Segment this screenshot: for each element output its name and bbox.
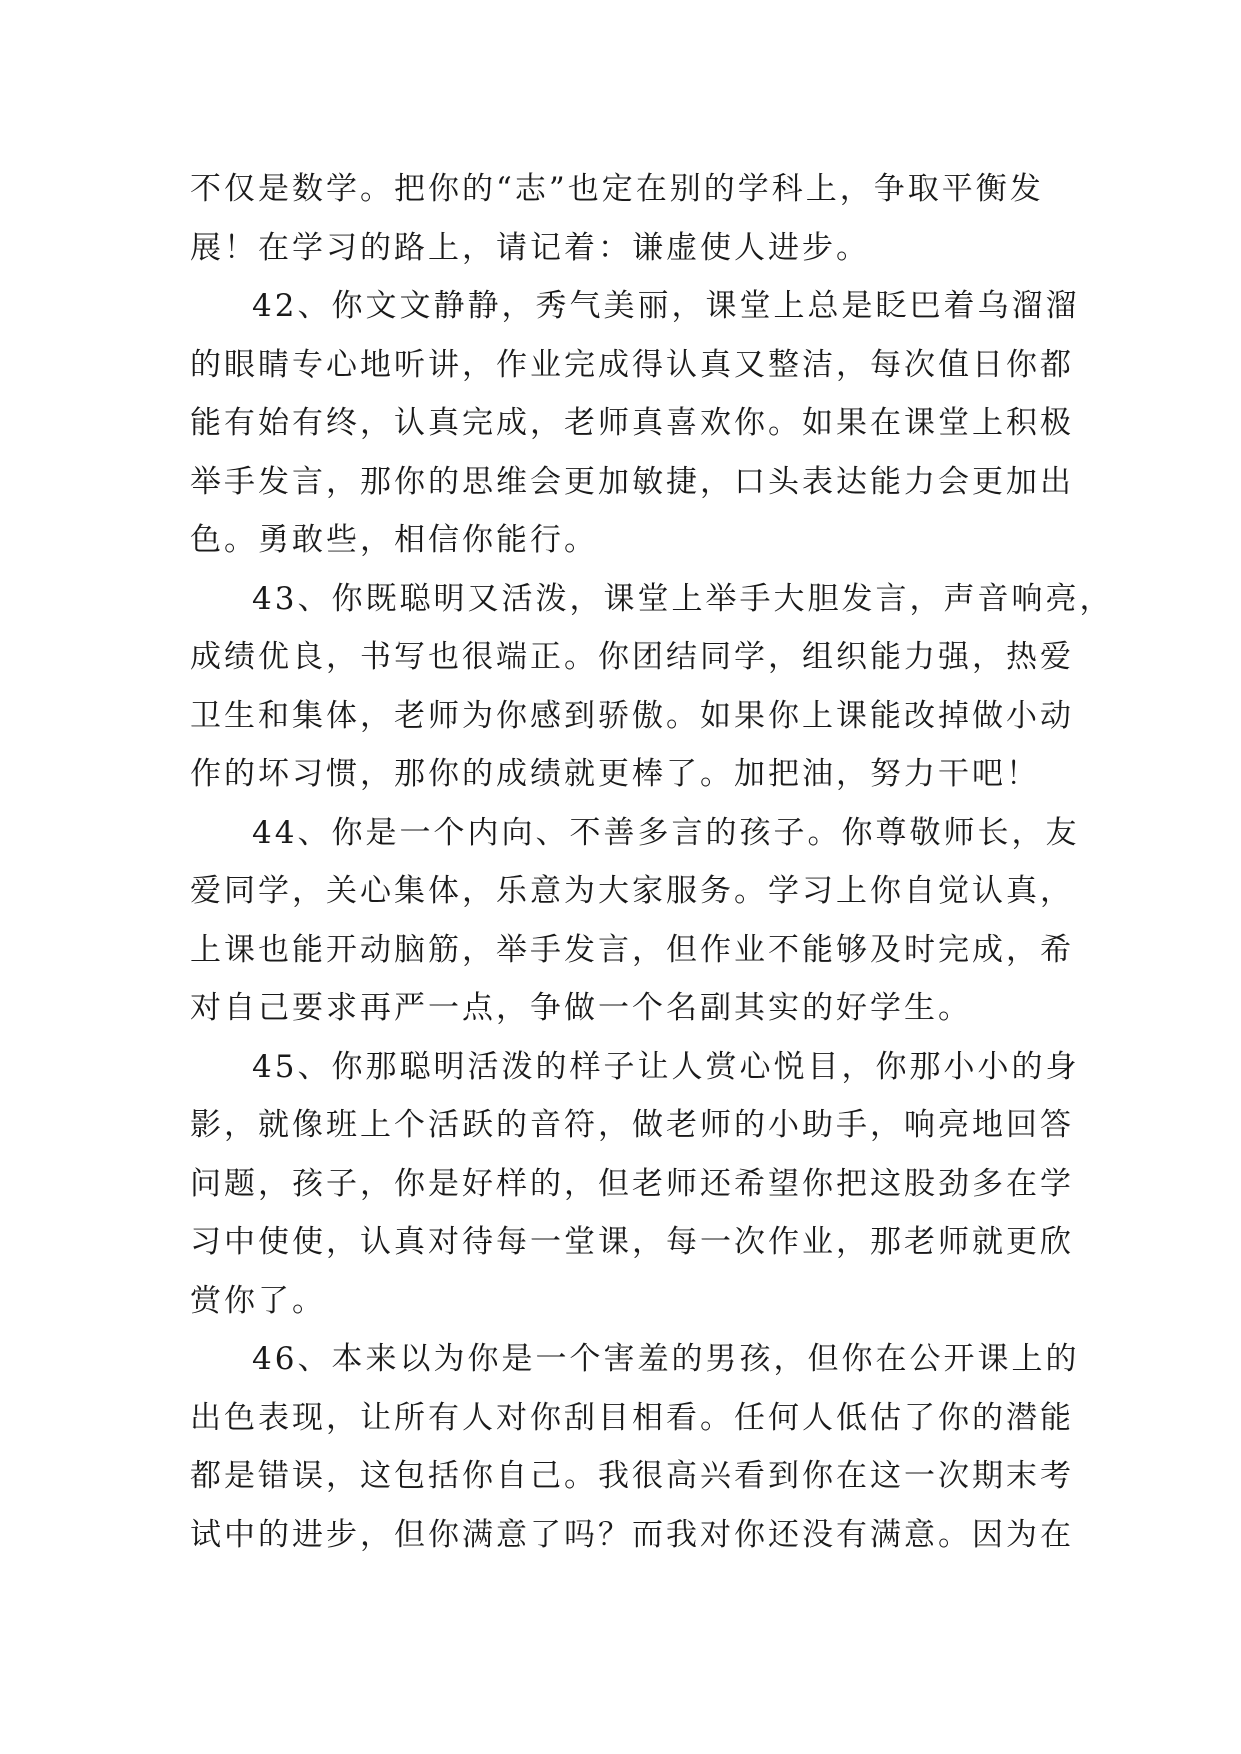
paragraph-44-start: 44、你是一个内向、不善多言的孩子。你尊敬师长，友 (252, 814, 1080, 851)
text-line: 试中的进步，但你满意了吗？而我对你还没有满意。因为在 (190, 1516, 1074, 1553)
text-line: 对自己要求再严一点，争做一个名副其实的好学生。 (190, 990, 972, 1026)
paragraph-45-start: 45、你那聪明活泼的样子让人赏心悦目，你那小小的身 (252, 1048, 1080, 1085)
text-line: 都是错误，这包括你自己。我很高兴看到你在这一次期末考 (190, 1458, 1074, 1494)
text-line: 卫生和集体，老师为你感到骄傲。如果你上课能改掉做小动 (190, 697, 1074, 734)
text-line: 爱同学，关心集体，乐意为大家服务。学习上你自觉认真， (190, 873, 1074, 909)
document-body (190, 160, 1114, 1564)
text-line: 习中使使，认真对待每一堂课，每一次作业，那老师就更欣 (190, 1224, 1074, 1260)
text-line: 上课也能开动脑筋，举手发言，但作业不能够及时完成，希 (190, 931, 1074, 968)
text-line: 举手发言，那你的思维会更加敏捷，口头表达能力会更加出 (190, 463, 1074, 500)
paragraph-42-start: 42、你文文静静，秀气美丽，课堂上总是眨巴着乌溜溜 (252, 288, 1080, 324)
text-line: 能有始有终，认真完成，老师真喜欢你。如果在课堂上积极 (190, 405, 1074, 441)
text-line: 作的坏习惯，那你的成绩就更棒了。加把油，努力干吧！ (190, 756, 1040, 792)
text-line: 的眼睛专心地听讲，作业完成得认真又整洁，每次值日你都 (190, 346, 1074, 383)
text-line: 不仅是数学。把你的“志”也定在别的学科上，争取平衡发 (190, 171, 1044, 207)
paragraph-43-start: 43、你既聪明又活泼，课堂上举手大胆发言，声音响亮， (252, 580, 1114, 617)
text-line: 赏你了。 (190, 1282, 326, 1319)
text-line: 色。勇敢些，相信你能行。 (190, 522, 598, 558)
paragraph-46-start: 46、本来以为你是一个害羞的男孩，但你在公开课上的 (252, 1341, 1080, 1377)
text-line: 展！在学习的路上，请记着：谦虚使人进步。 (190, 229, 870, 266)
text-line: 问题，孩子，你是好样的，但老师还希望你把这股劲多在学 (190, 1165, 1074, 1202)
text-line: 影，就像班上个活跃的音符，做老师的小助手，响亮地回答 (190, 1107, 1074, 1143)
text-line: 出色表现，让所有人对你刮目相看。任何人低估了你的潜能 (190, 1399, 1074, 1436)
text-line: 成绩优良，书写也很端正。你团结同学，组织能力强，热爱 (190, 639, 1074, 675)
